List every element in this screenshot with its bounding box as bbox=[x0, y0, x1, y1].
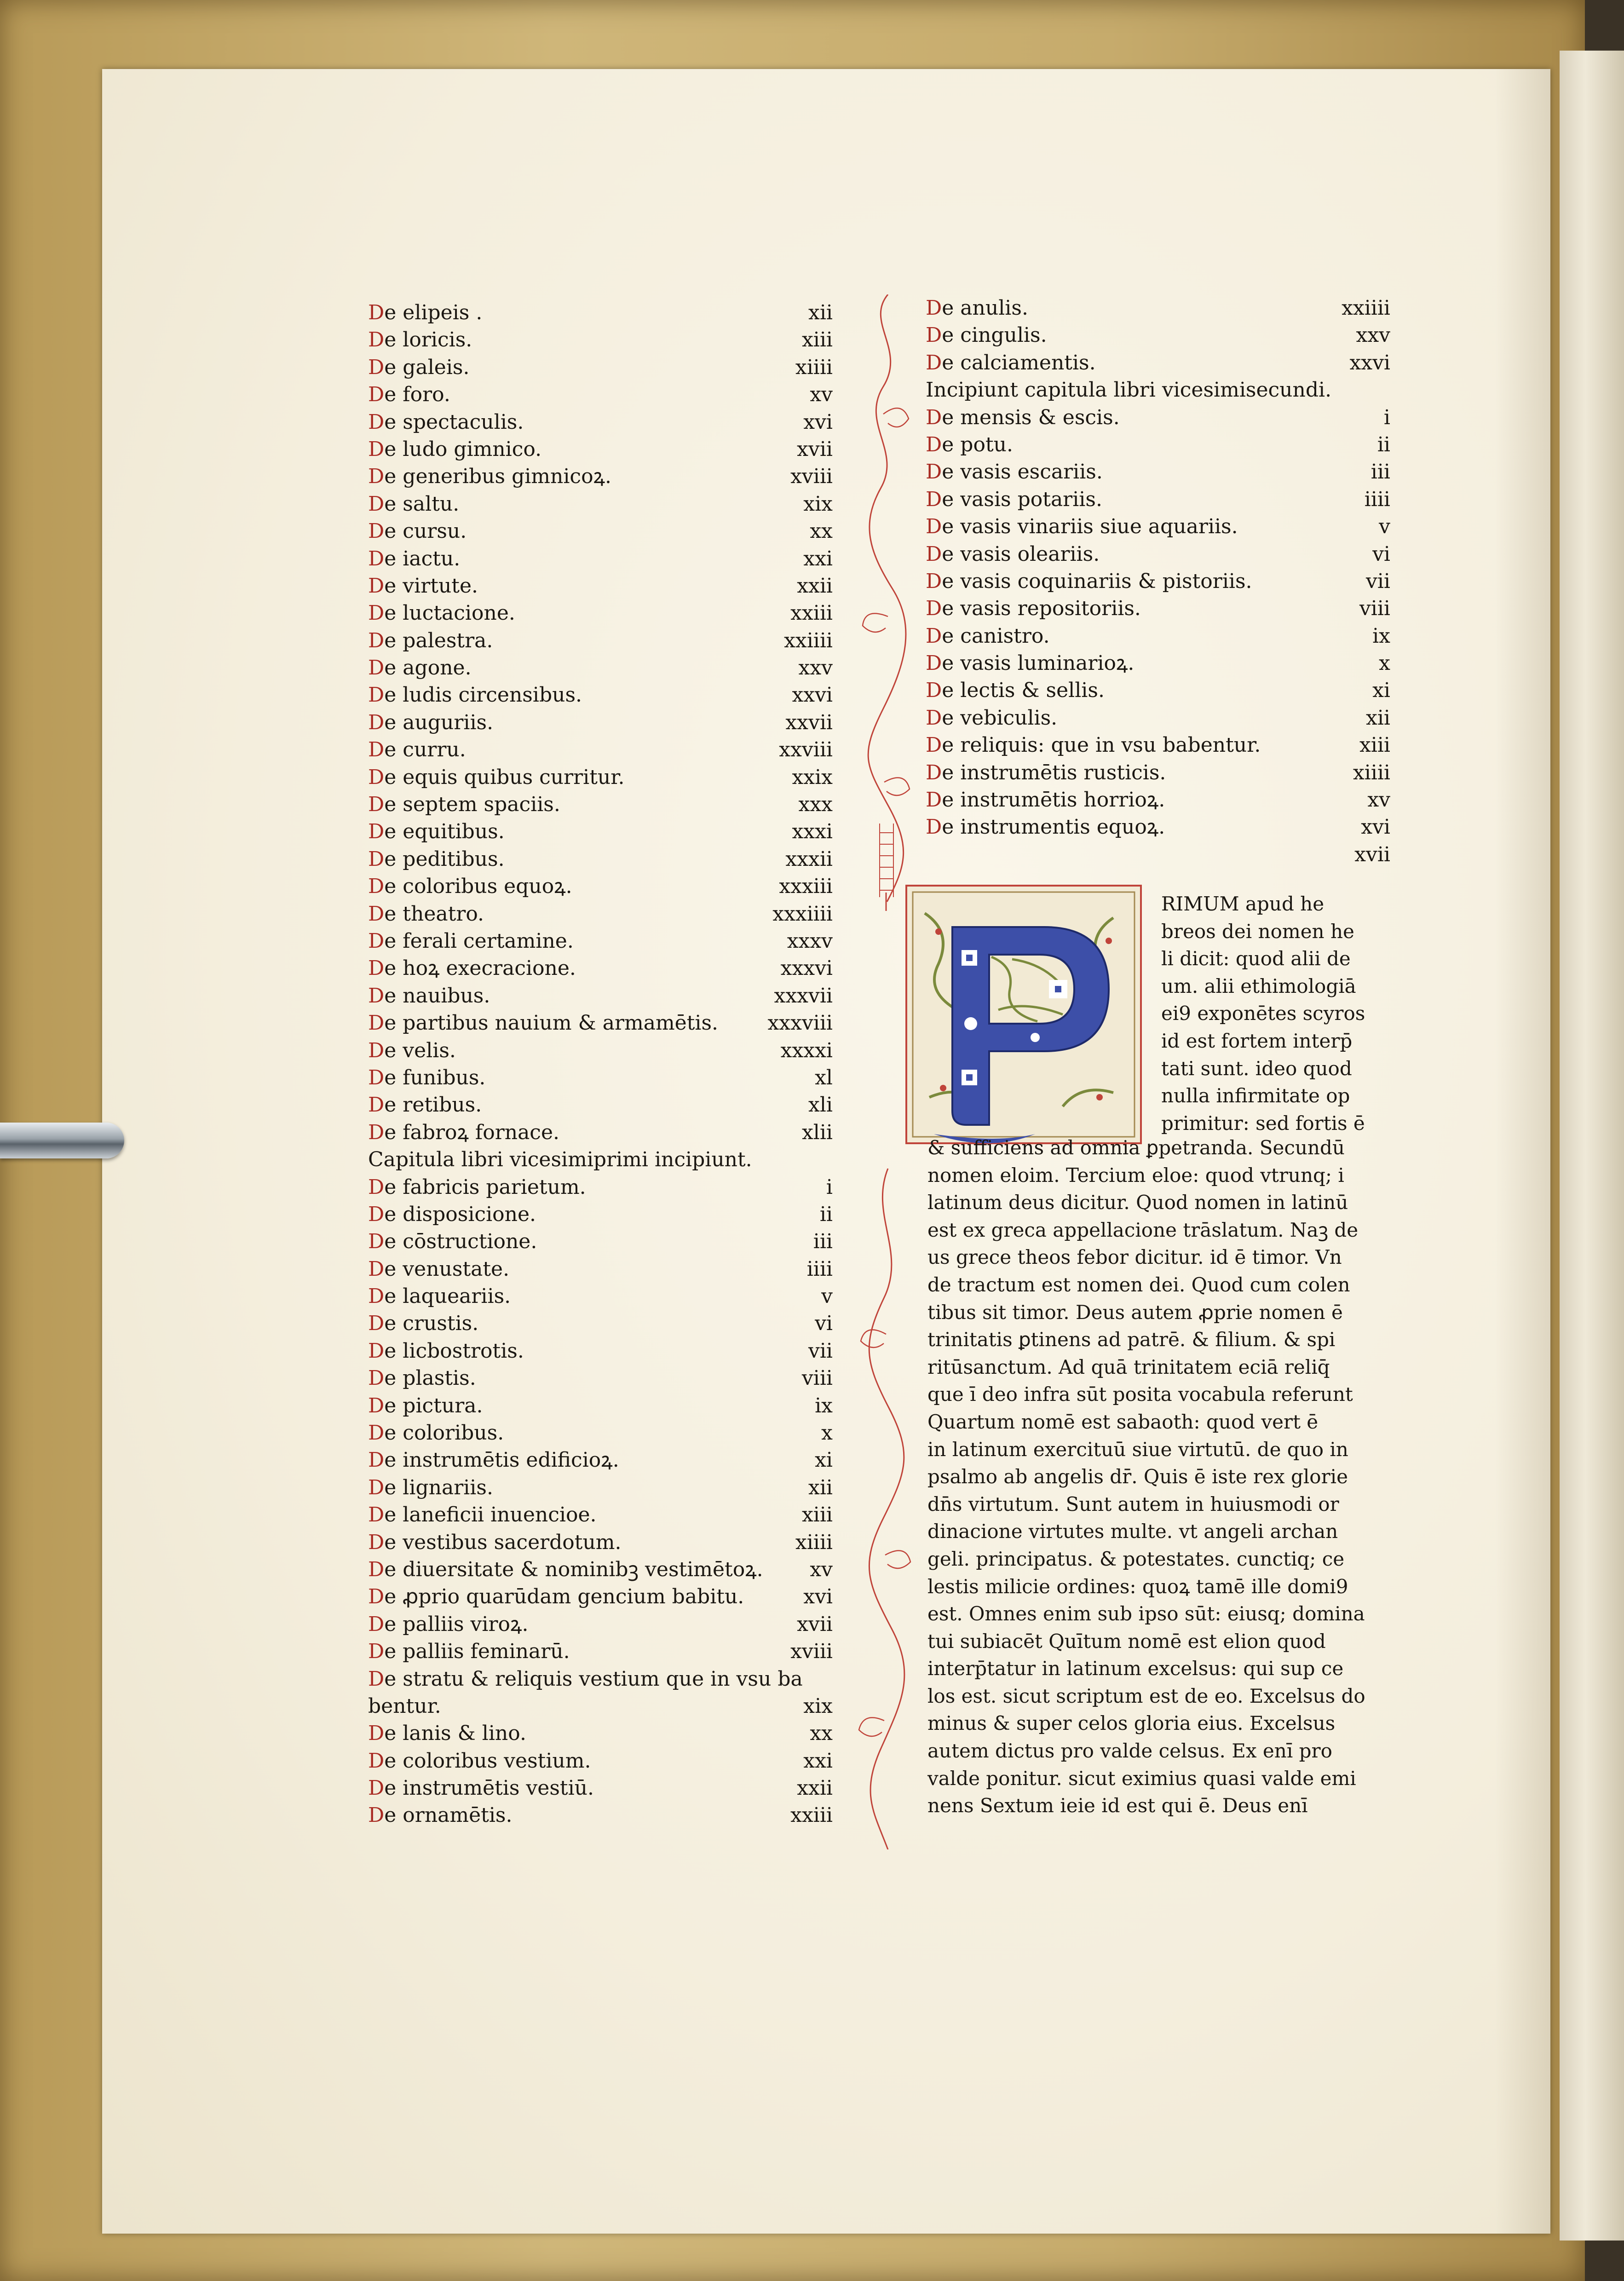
chapter-number: xli bbox=[808, 1093, 833, 1117]
chapter-entry bbox=[368, 518, 833, 545]
prose-line: psalmo ab angelis dr̄. Quis ē iste rex glorie bbox=[927, 1465, 1348, 1488]
prose-line: est. Omnes enim sub ipso sūt: eiusq; domina bbox=[927, 1602, 1365, 1625]
chapter-number: xxi bbox=[803, 547, 833, 570]
chapter-entry bbox=[926, 349, 1390, 376]
chapter-title: De peditibus. bbox=[368, 847, 505, 871]
chapter-title: De lanis & lino. bbox=[368, 1722, 526, 1745]
chapter-entry bbox=[926, 786, 1390, 813]
chapter-number: xxiiii bbox=[784, 628, 833, 652]
chapter-entry bbox=[926, 759, 1390, 786]
chapter-number: iii bbox=[1371, 460, 1390, 484]
chapter-title: De elipeis . bbox=[368, 301, 483, 324]
chapter-entry bbox=[368, 1337, 833, 1365]
chapter-number: xvii bbox=[1354, 842, 1390, 866]
chapter-title: De equis quibus curritur. bbox=[368, 765, 625, 789]
chapter-number: vii bbox=[1365, 569, 1390, 593]
chapter-title: De canistro. bbox=[926, 624, 1050, 648]
chapter-number: x bbox=[821, 1421, 833, 1445]
chapter-entry bbox=[368, 326, 833, 353]
chapter-entry bbox=[368, 463, 833, 490]
chapter-title: De virtute. bbox=[368, 574, 478, 598]
chapter-title: De saltu. bbox=[368, 492, 460, 516]
chapter-entry bbox=[926, 404, 1390, 431]
prose-line: valde ponitur. sicut eximius quasi valde emi bbox=[927, 1767, 1356, 1790]
chapter-entry bbox=[368, 1501, 833, 1528]
chapter-entry bbox=[368, 1310, 833, 1337]
chapter-title: De anulis. bbox=[926, 296, 1028, 320]
chapter-entry bbox=[368, 1283, 833, 1310]
chapter-number: xxxiii bbox=[779, 875, 833, 899]
chapter-number: xxviii bbox=[779, 738, 833, 762]
chapter-title: Capitula libri vicesimiprimi incipiunt. bbox=[368, 1148, 752, 1172]
chapter-number: xvi bbox=[803, 410, 833, 434]
chapter-title: De luctacione. bbox=[368, 601, 515, 625]
left-chapter-list bbox=[368, 299, 833, 1829]
chapter-number: xii bbox=[808, 301, 833, 324]
chapter-title: De mensis & escis. bbox=[926, 405, 1120, 429]
chapter-number: xxxi bbox=[792, 820, 833, 844]
chapter-entry bbox=[368, 1611, 833, 1638]
chapter-title: De instrumētis horrioꝝ. bbox=[926, 788, 1165, 812]
chapter-number: xxi bbox=[803, 1749, 833, 1773]
chapter-entry bbox=[368, 1201, 833, 1228]
chapter-entry bbox=[926, 622, 1390, 650]
chapter-entry bbox=[368, 709, 833, 736]
chapter-entry bbox=[368, 1119, 833, 1146]
chapter-number: xii bbox=[808, 1475, 833, 1499]
chapter-number: xv bbox=[810, 1557, 833, 1581]
chapter-number: xxiiii bbox=[1342, 296, 1390, 320]
chapter-number: xlii bbox=[801, 1120, 833, 1144]
chapter-number: xii bbox=[1366, 706, 1390, 730]
chapter-entry bbox=[368, 955, 833, 982]
chapter-title: De fabricis parietum. bbox=[368, 1175, 586, 1199]
chapter-title: De curru. bbox=[368, 738, 466, 762]
chapter-title: De vebiculis. bbox=[926, 706, 1058, 730]
chapter-number: v bbox=[821, 1285, 833, 1308]
chapter-title: De partibus nauium & armamētis. bbox=[368, 1011, 719, 1035]
prose-line: li dicit: quod alii de bbox=[1161, 947, 1351, 970]
chapter-title: De hoꝝ execracione. bbox=[368, 956, 576, 980]
chapter-number: xvi bbox=[1361, 815, 1390, 839]
chapter-title: De instrumētis edificioꝝ. bbox=[368, 1448, 619, 1472]
chapter-title: bentur. bbox=[368, 1694, 441, 1718]
prose-line: dinacione virtutes multe. vt angeli archan bbox=[927, 1520, 1338, 1543]
chapter-title: De ꝓprio quarūdam gencium babitu. bbox=[368, 1585, 744, 1609]
prose-full-width bbox=[927, 1134, 1365, 1820]
chapter-title: De fabroꝝ fornace. bbox=[368, 1120, 559, 1144]
chapter-title: De foro. bbox=[368, 383, 450, 407]
chapter-number: xxvi bbox=[1349, 351, 1390, 374]
chapter-number: vi bbox=[1372, 542, 1390, 566]
chapter-number: viii bbox=[1359, 597, 1390, 621]
chapter-number: xxxii bbox=[785, 847, 833, 871]
chapter-title: De palestra. bbox=[368, 628, 493, 652]
chapter-number: xl bbox=[815, 1066, 833, 1089]
chapter-number: xiiii bbox=[795, 1530, 833, 1554]
chapter-number: xxiii bbox=[790, 1803, 833, 1827]
chapter-number: xiiii bbox=[795, 355, 833, 379]
chapter-entry bbox=[368, 818, 833, 845]
chapter-title: De nauibus. bbox=[368, 984, 490, 1008]
illuminated-initial-p bbox=[897, 876, 1152, 1152]
chapter-title: De laneficii inuencioe. bbox=[368, 1503, 597, 1527]
chapter-entry bbox=[926, 322, 1390, 349]
chapter-title: De reliquis: que in vsu babentur. bbox=[926, 733, 1261, 757]
prose-line: id est fortem interp̄ bbox=[1161, 1029, 1353, 1052]
chapter-entry bbox=[368, 436, 833, 463]
chapter-number: xix bbox=[803, 492, 833, 516]
prose-line: autem dictus pro valde celsus. Ex enī pro bbox=[927, 1740, 1332, 1763]
chapter-entry bbox=[368, 627, 833, 654]
chapter-title: De cōstructione. bbox=[368, 1230, 537, 1254]
chapter-entry bbox=[926, 294, 1390, 322]
chapter-entry bbox=[368, 736, 833, 763]
prose-line: Quartum nomē est sabaoth: quod vert ē bbox=[927, 1410, 1319, 1433]
vine-ladder bbox=[880, 824, 893, 897]
chapter-title: De palliis feminarū. bbox=[368, 1640, 570, 1664]
chapter-title: De ferali certamine. bbox=[368, 929, 574, 953]
chapter-entry bbox=[368, 927, 833, 955]
prose-beside-initial bbox=[1161, 890, 1365, 1137]
chapter-entry bbox=[926, 677, 1390, 704]
chapter-title: De septem spaciis. bbox=[368, 793, 560, 817]
chapter-entry bbox=[368, 1474, 833, 1501]
prose-line: dn̄s virtutum. Sunt autem in huiusmodi or bbox=[927, 1492, 1339, 1515]
chapter-entry bbox=[926, 541, 1390, 568]
prose-line: de tractum est nomen dei. Quod cum colen bbox=[927, 1273, 1350, 1296]
chapter-number: xxii bbox=[797, 1776, 833, 1800]
page-gutter-shade bbox=[1495, 69, 1550, 2234]
prose-line: lestis milicie ordines: quoꝝ tamē ille domi9 bbox=[927, 1575, 1348, 1598]
chapter-title: De vestibus sacerdotum. bbox=[368, 1530, 622, 1554]
chapter-title: De galeis. bbox=[368, 355, 470, 379]
chapter-number: xiii bbox=[801, 328, 833, 352]
chapter-entry bbox=[368, 791, 833, 818]
chapter-title: De instrumētis rusticis. bbox=[926, 760, 1166, 784]
chapter-number: xiiii bbox=[1353, 760, 1390, 784]
chapter-entry bbox=[368, 409, 833, 436]
chapter-number: xviii bbox=[790, 465, 833, 489]
chapter-title: De auguriis. bbox=[368, 710, 494, 734]
chapter-number: iiii bbox=[806, 1257, 833, 1281]
chapter-number: xxxv bbox=[787, 929, 833, 953]
chapter-entry bbox=[368, 900, 833, 927]
chapter-title: De loricis. bbox=[368, 328, 472, 352]
chapter-entry bbox=[368, 572, 833, 599]
chapter-title: De pictura. bbox=[368, 1394, 483, 1417]
prose-line: tui subiacēt Quītum nomē est elion quod bbox=[927, 1630, 1326, 1653]
chapter-title: De spectaculis. bbox=[368, 410, 524, 434]
chapter-entry bbox=[926, 568, 1390, 595]
prose-line: ritūsanctum. Ad quā trinitatem eciā reliq̄ bbox=[927, 1355, 1330, 1378]
chapter-entry bbox=[368, 1720, 833, 1747]
chapter-number: xxx bbox=[798, 793, 833, 817]
chapter-title: De crustis. bbox=[368, 1312, 479, 1336]
chapter-entry bbox=[368, 1747, 833, 1774]
chapter-title: De licbostrotis. bbox=[368, 1339, 524, 1363]
chapter-entry bbox=[368, 1228, 833, 1255]
prose-line: tati sunt. ideo quod bbox=[1161, 1057, 1352, 1080]
chapter-entry bbox=[368, 846, 833, 873]
chapter-number: ii bbox=[1377, 432, 1390, 456]
chapter-entry bbox=[368, 982, 833, 1009]
chapter-entry bbox=[368, 1802, 833, 1829]
chapter-number: xv bbox=[1367, 788, 1390, 812]
chapter-number: xxiii bbox=[790, 601, 833, 625]
prose-line: nomen eloim. Tercium eloe: quod vtrunq; i bbox=[927, 1164, 1344, 1187]
chapter-entry bbox=[926, 732, 1390, 759]
chapter-heading bbox=[926, 376, 1390, 403]
chapter-title: De calciamentis. bbox=[926, 351, 1096, 374]
chapter-entry bbox=[926, 458, 1390, 485]
chapter-title: De generibus gimnicoꝝ. bbox=[368, 465, 611, 489]
prose-line: tibus sit timor. Deus autem ꝓprie nomen ē bbox=[927, 1301, 1343, 1324]
chapter-title: De agone. bbox=[368, 656, 472, 680]
chapter-entry bbox=[368, 1091, 833, 1118]
chapter-number: iiii bbox=[1364, 487, 1390, 511]
chapter-number: xxv bbox=[798, 656, 833, 680]
chapter-entry bbox=[368, 1037, 833, 1064]
chapter-title: De venustate. bbox=[368, 1257, 510, 1281]
chapter-number: xxv bbox=[1356, 323, 1390, 347]
chapter-entry bbox=[368, 354, 833, 381]
chapter-title: De equitibus. bbox=[368, 820, 505, 844]
chapter-title: Incipiunt capitula libri vicesimisecundi. bbox=[926, 378, 1332, 402]
chapter-entry bbox=[368, 1365, 833, 1392]
chapter-entry bbox=[368, 764, 833, 791]
prose-line: in latinum exercituū siue virtutū. de quo in bbox=[927, 1438, 1348, 1461]
chapter-entry bbox=[368, 490, 833, 518]
chapter-entry bbox=[926, 486, 1390, 513]
chapter-number: xx bbox=[810, 1722, 833, 1745]
prose-line: um. alii ethimologiā bbox=[1161, 974, 1356, 997]
prose-line: trinitatis ꝑtinens ad patrē. & filium. & spi bbox=[927, 1328, 1336, 1351]
chapter-title: De cingulis. bbox=[926, 323, 1047, 347]
chapter-number: i bbox=[826, 1175, 833, 1199]
chapter-number: ix bbox=[815, 1394, 833, 1417]
chapter-title: De disposicione. bbox=[368, 1202, 536, 1226]
chapter-number: vi bbox=[815, 1312, 833, 1336]
next-leaf-edge bbox=[1560, 51, 1624, 2241]
chapter-number: xv bbox=[810, 383, 833, 407]
chapter-entry bbox=[926, 813, 1390, 841]
chapter-title: De retibus. bbox=[368, 1093, 482, 1117]
prose-line: RIMUM apud he bbox=[1161, 893, 1325, 915]
chapter-title: De vasis coquinariis & pistoriis. bbox=[926, 569, 1252, 593]
chapter-title: De ludis circensibus. bbox=[368, 683, 582, 707]
chapter-number: xxxviii bbox=[767, 1011, 833, 1035]
chapter-entry bbox=[368, 1529, 833, 1556]
chapter-number: ii bbox=[819, 1202, 833, 1226]
chapter-title: De instrumentis equoꝝ. bbox=[926, 815, 1165, 839]
chapter-number: v bbox=[1379, 515, 1390, 539]
prose-line: ei9 exponētes scyros bbox=[1161, 1002, 1365, 1025]
chapter-entry bbox=[368, 681, 833, 708]
chapter-number: xvii bbox=[797, 437, 833, 461]
chapter-number: xxxiiii bbox=[772, 902, 833, 926]
chapter-entry bbox=[368, 545, 833, 572]
chapter-entry bbox=[926, 513, 1390, 540]
chapter-number: xxxvi bbox=[780, 956, 833, 980]
chapter-entry bbox=[368, 1392, 833, 1419]
chapter-entry bbox=[926, 431, 1390, 458]
chapter-entry bbox=[926, 595, 1390, 622]
chapter-number: xi bbox=[1372, 679, 1390, 703]
chapter-number: x bbox=[1379, 651, 1390, 675]
chapter-number: iii bbox=[813, 1230, 833, 1254]
chapter-entry bbox=[368, 1174, 833, 1201]
right-chapter-list bbox=[926, 294, 1390, 868]
prose-line: est ex greca appellacione trāslatum. Naꝫ de bbox=[927, 1218, 1359, 1241]
prose-line: los est. sicut scriptum est de eo. Excelsus do bbox=[927, 1684, 1365, 1707]
chapter-entry bbox=[368, 1064, 833, 1091]
chapter-entry bbox=[368, 654, 833, 681]
prose-line: breos dei nomen he bbox=[1161, 920, 1354, 943]
prose-line: interp̄tatur in latinum excelsus: qui sup ce bbox=[927, 1657, 1344, 1680]
chapter-title: De cursu. bbox=[368, 519, 467, 543]
prose-line: que ī deo infra sūt posita vocabula referunt bbox=[927, 1383, 1353, 1406]
chapter-entry bbox=[368, 1256, 833, 1283]
prose-line: primitur: sed fortis ē bbox=[1161, 1112, 1365, 1135]
chapter-number: xxvii bbox=[785, 710, 833, 734]
chapter-entry bbox=[368, 1774, 833, 1802]
chapter-number: xvi bbox=[803, 1585, 833, 1609]
chapter-title: De ludo gimnico. bbox=[368, 437, 542, 461]
page-clip bbox=[0, 1123, 124, 1158]
chapter-heading bbox=[368, 1146, 833, 1173]
chapter-number: xxii bbox=[797, 574, 833, 598]
chapter-title: De vasis potariis. bbox=[926, 487, 1102, 511]
chapter-title: De potu. bbox=[926, 432, 1013, 456]
chapter-title: De vasis luminarioꝝ. bbox=[926, 651, 1134, 675]
prose-line: nens Sextum ieie id est qui ē. Deus enī bbox=[927, 1794, 1308, 1817]
chapter-title: De stratu & reliquis vestium que in vsu ba bbox=[368, 1667, 803, 1691]
chapter-entry bbox=[368, 299, 833, 326]
chapter-number: xx bbox=[810, 519, 833, 543]
chapter-entry bbox=[368, 1693, 833, 1720]
chapter-title: De funibus. bbox=[368, 1066, 486, 1089]
chapter-entry bbox=[368, 1446, 833, 1474]
chapter-title: De theatro. bbox=[368, 902, 484, 926]
chapter-title: De plastis. bbox=[368, 1366, 476, 1390]
chapter-entry bbox=[368, 599, 833, 627]
chapter-entry bbox=[368, 1009, 833, 1037]
chapter-number: xiii bbox=[801, 1503, 833, 1527]
chapter-title: De diuersitate & nominibꝫ vestimētoꝝ. bbox=[368, 1557, 763, 1581]
chapter-entry bbox=[926, 704, 1390, 732]
chapter-number: xvii bbox=[797, 1612, 833, 1636]
chapter-entry bbox=[368, 381, 833, 408]
chapter-title: De coloribus equoꝝ. bbox=[368, 875, 572, 899]
chapter-title: De vasis vinariis siue aquariis. bbox=[926, 515, 1238, 539]
prose-line: geli. principatus. & potestates. cunctiq; ce bbox=[927, 1547, 1345, 1570]
chapter-entry bbox=[368, 873, 833, 900]
chapter-number: xxvi bbox=[792, 683, 833, 707]
chapter-title: De vasis repositoriis. bbox=[926, 597, 1141, 621]
chapter-number: xiii bbox=[1359, 733, 1390, 757]
chapter-number: xxxvii bbox=[774, 984, 833, 1008]
chapter-title: De lignariis. bbox=[368, 1475, 493, 1499]
chapter-number: xxxxi bbox=[780, 1038, 833, 1062]
chapter-number: xi bbox=[815, 1448, 833, 1472]
chapter-entry bbox=[926, 841, 1390, 868]
chapter-entry bbox=[368, 1556, 833, 1583]
chapter-number: i bbox=[1383, 405, 1390, 429]
chapter-title: De palliis viroꝝ. bbox=[368, 1612, 529, 1636]
chapter-title: De ornamētis. bbox=[368, 1803, 513, 1827]
prose-line: & sufficiens ad omnia ꝑpetranda. Secundū bbox=[927, 1136, 1345, 1159]
chapter-number: ix bbox=[1372, 624, 1390, 648]
chapter-entry bbox=[368, 1419, 833, 1446]
chapter-number: xix bbox=[803, 1694, 833, 1718]
prose-line: nulla infirmitate op bbox=[1161, 1084, 1350, 1107]
chapter-entry bbox=[368, 1583, 833, 1610]
chapter-title: De vasis oleariis. bbox=[926, 542, 1100, 566]
chapter-title: De vasis escariis. bbox=[926, 460, 1103, 484]
prose-line: minus & super celos gloria eius. Excelsus bbox=[927, 1712, 1336, 1735]
chapter-title: De laqueariis. bbox=[368, 1285, 511, 1308]
chapter-number: vii bbox=[808, 1339, 833, 1363]
chapter-entry bbox=[368, 1638, 833, 1665]
chapter-number: viii bbox=[801, 1366, 833, 1390]
chapter-title: De iactu. bbox=[368, 547, 461, 570]
chapter-number: xviii bbox=[790, 1640, 833, 1664]
chapter-entry bbox=[926, 650, 1390, 677]
chapter-title: De instrumētis vestiū. bbox=[368, 1776, 594, 1800]
chapter-title: De lectis & sellis. bbox=[926, 679, 1105, 703]
chapter-title: De velis. bbox=[368, 1038, 456, 1062]
chapter-number: xxix bbox=[792, 765, 833, 789]
prose-line: us grece theos febor dicitur. id ē timor. Vn bbox=[927, 1246, 1342, 1269]
prose-line: latinum deus dicitur. Quod nomen in latinū bbox=[927, 1191, 1348, 1214]
chapter-entry bbox=[368, 1665, 833, 1693]
chapter-title: De coloribus. bbox=[368, 1421, 504, 1445]
chapter-title: De coloribus vestium. bbox=[368, 1749, 591, 1773]
